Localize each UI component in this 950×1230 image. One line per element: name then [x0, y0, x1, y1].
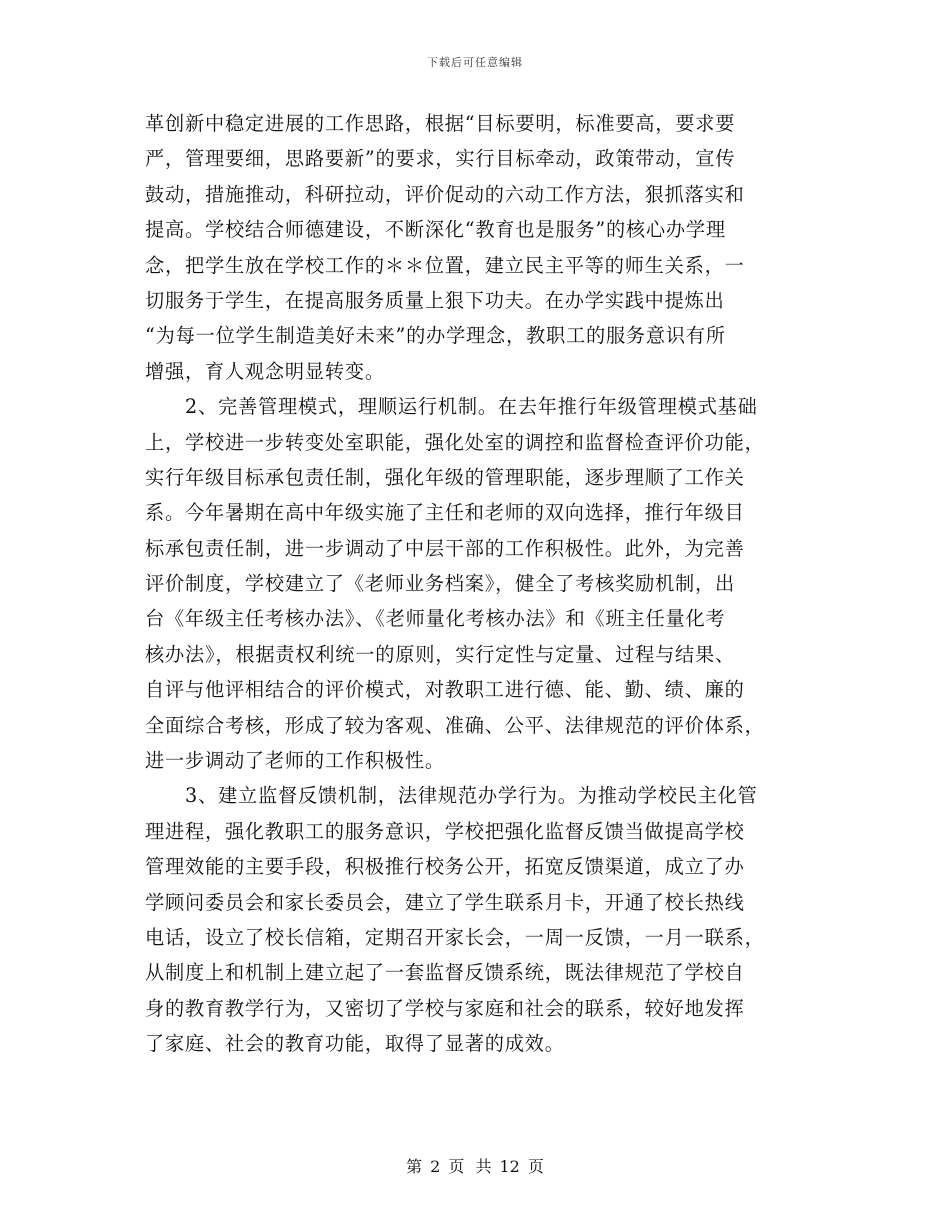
text-line: 革创新中稳定进展的工作思路，根据“目标要明，标准要高，要求要	[145, 112, 736, 135]
text-line: 增强，育人观念明显转变。	[145, 359, 385, 383]
text-line: 自评与他评相结合的评价模式，对教职工进行德、能、勤、绩、廉的	[145, 678, 745, 702]
text-line: 理进程，强化教职工的服务意识，学校把强化监督反馈当做提高学校	[145, 819, 745, 843]
text-line: 了家庭、社会的教育功能，取得了显著的成效。	[145, 1032, 565, 1056]
text-line: 核办法》，根据责权利统一的原则，实行定性与定量、过程与结果、	[145, 642, 736, 666]
text-line: 鼓动，措施推动，科研拉动，评价促动的六动工作方法，狠抓落实和	[145, 182, 745, 206]
document-body	[145, 106, 810, 1062]
page-number: 2	[430, 1157, 441, 1176]
paragraph-start-line: 3、建立监督反馈机制，法律规范办学行为。为推动学校民主化管	[185, 784, 758, 808]
text-line: 提高。学校结合师德建设，不断深化“教育也是服务”的核心办学理	[145, 218, 726, 242]
text-line: 学顾问委员会和家长委员会，建立了学生联系月卡，开通了校长热线	[145, 890, 745, 914]
text-line: 电话，设立了校长信箱，定期召开家长会，一周一反馈，一月一联系，	[145, 925, 765, 949]
text-line: 上，学校进一步转变处室职能，强化处室的调控和监督检查评价功能，	[145, 430, 765, 454]
text-line: 切服务于学生，在提高服务质量上狠下功夫。在办学实践中提炼出	[145, 288, 725, 312]
page-suffix: 页	[527, 1157, 544, 1176]
page-footer	[0, 1154, 950, 1177]
paragraph-start-line: 2、完善管理模式，理顺运行机制。在去年推行年级管理模式基础	[185, 395, 758, 419]
text-line: 全面综合考核，形成了较为客观、准确、公平、法律规范的评价体系，	[145, 713, 765, 737]
page-header: 下载后可任意编辑	[427, 56, 523, 69]
text-line: 评价制度，学校建立了《老师业务档案》，健全了考核奖励机制，出	[145, 572, 736, 596]
text-line: 身的教育教学行为，又密切了学校与家庭和社会的联系，较好地发挥	[145, 996, 745, 1020]
text-line: 念，把学生放在学校工作的＊＊位置，建立民主平等的师生关系，一	[145, 253, 745, 277]
text-line: “为每一位学生制造美好未来”的办学理念，教职工的服务意识有所	[145, 324, 726, 348]
page-prefix: 第	[406, 1157, 423, 1176]
page-middle: 页 共	[448, 1157, 492, 1176]
total-pages: 12	[499, 1157, 520, 1176]
text-line: 台《年级主任考核办法》、《老师量化考核办法》和《班主任量化考	[145, 607, 726, 631]
text-line: 标承包责任制，进一步调动了中层干部的工作积极性。此外，为完善	[145, 536, 745, 560]
text-line: 管理效能的主要手段，积极推行校务公开，拓宽反馈渠道，成立了办	[145, 855, 745, 879]
text-line: 严，管理要细，思路要新”的要求，实行目标牵动，政策带动，宣传	[145, 147, 736, 171]
text-line: 系。今年暑期在高中年级实施了主任和老师的双向选择，推行年级目	[145, 501, 745, 525]
text-line: 进一步调动了老师的工作积极性。	[145, 749, 445, 773]
text-line: 实行年级目标承包责任制，强化年级的管理职能，逐步理顺了工作关	[145, 465, 745, 489]
text-line: 从制度上和机制上建立起了一套监督反馈系统，既法律规范了学校自	[145, 961, 745, 985]
